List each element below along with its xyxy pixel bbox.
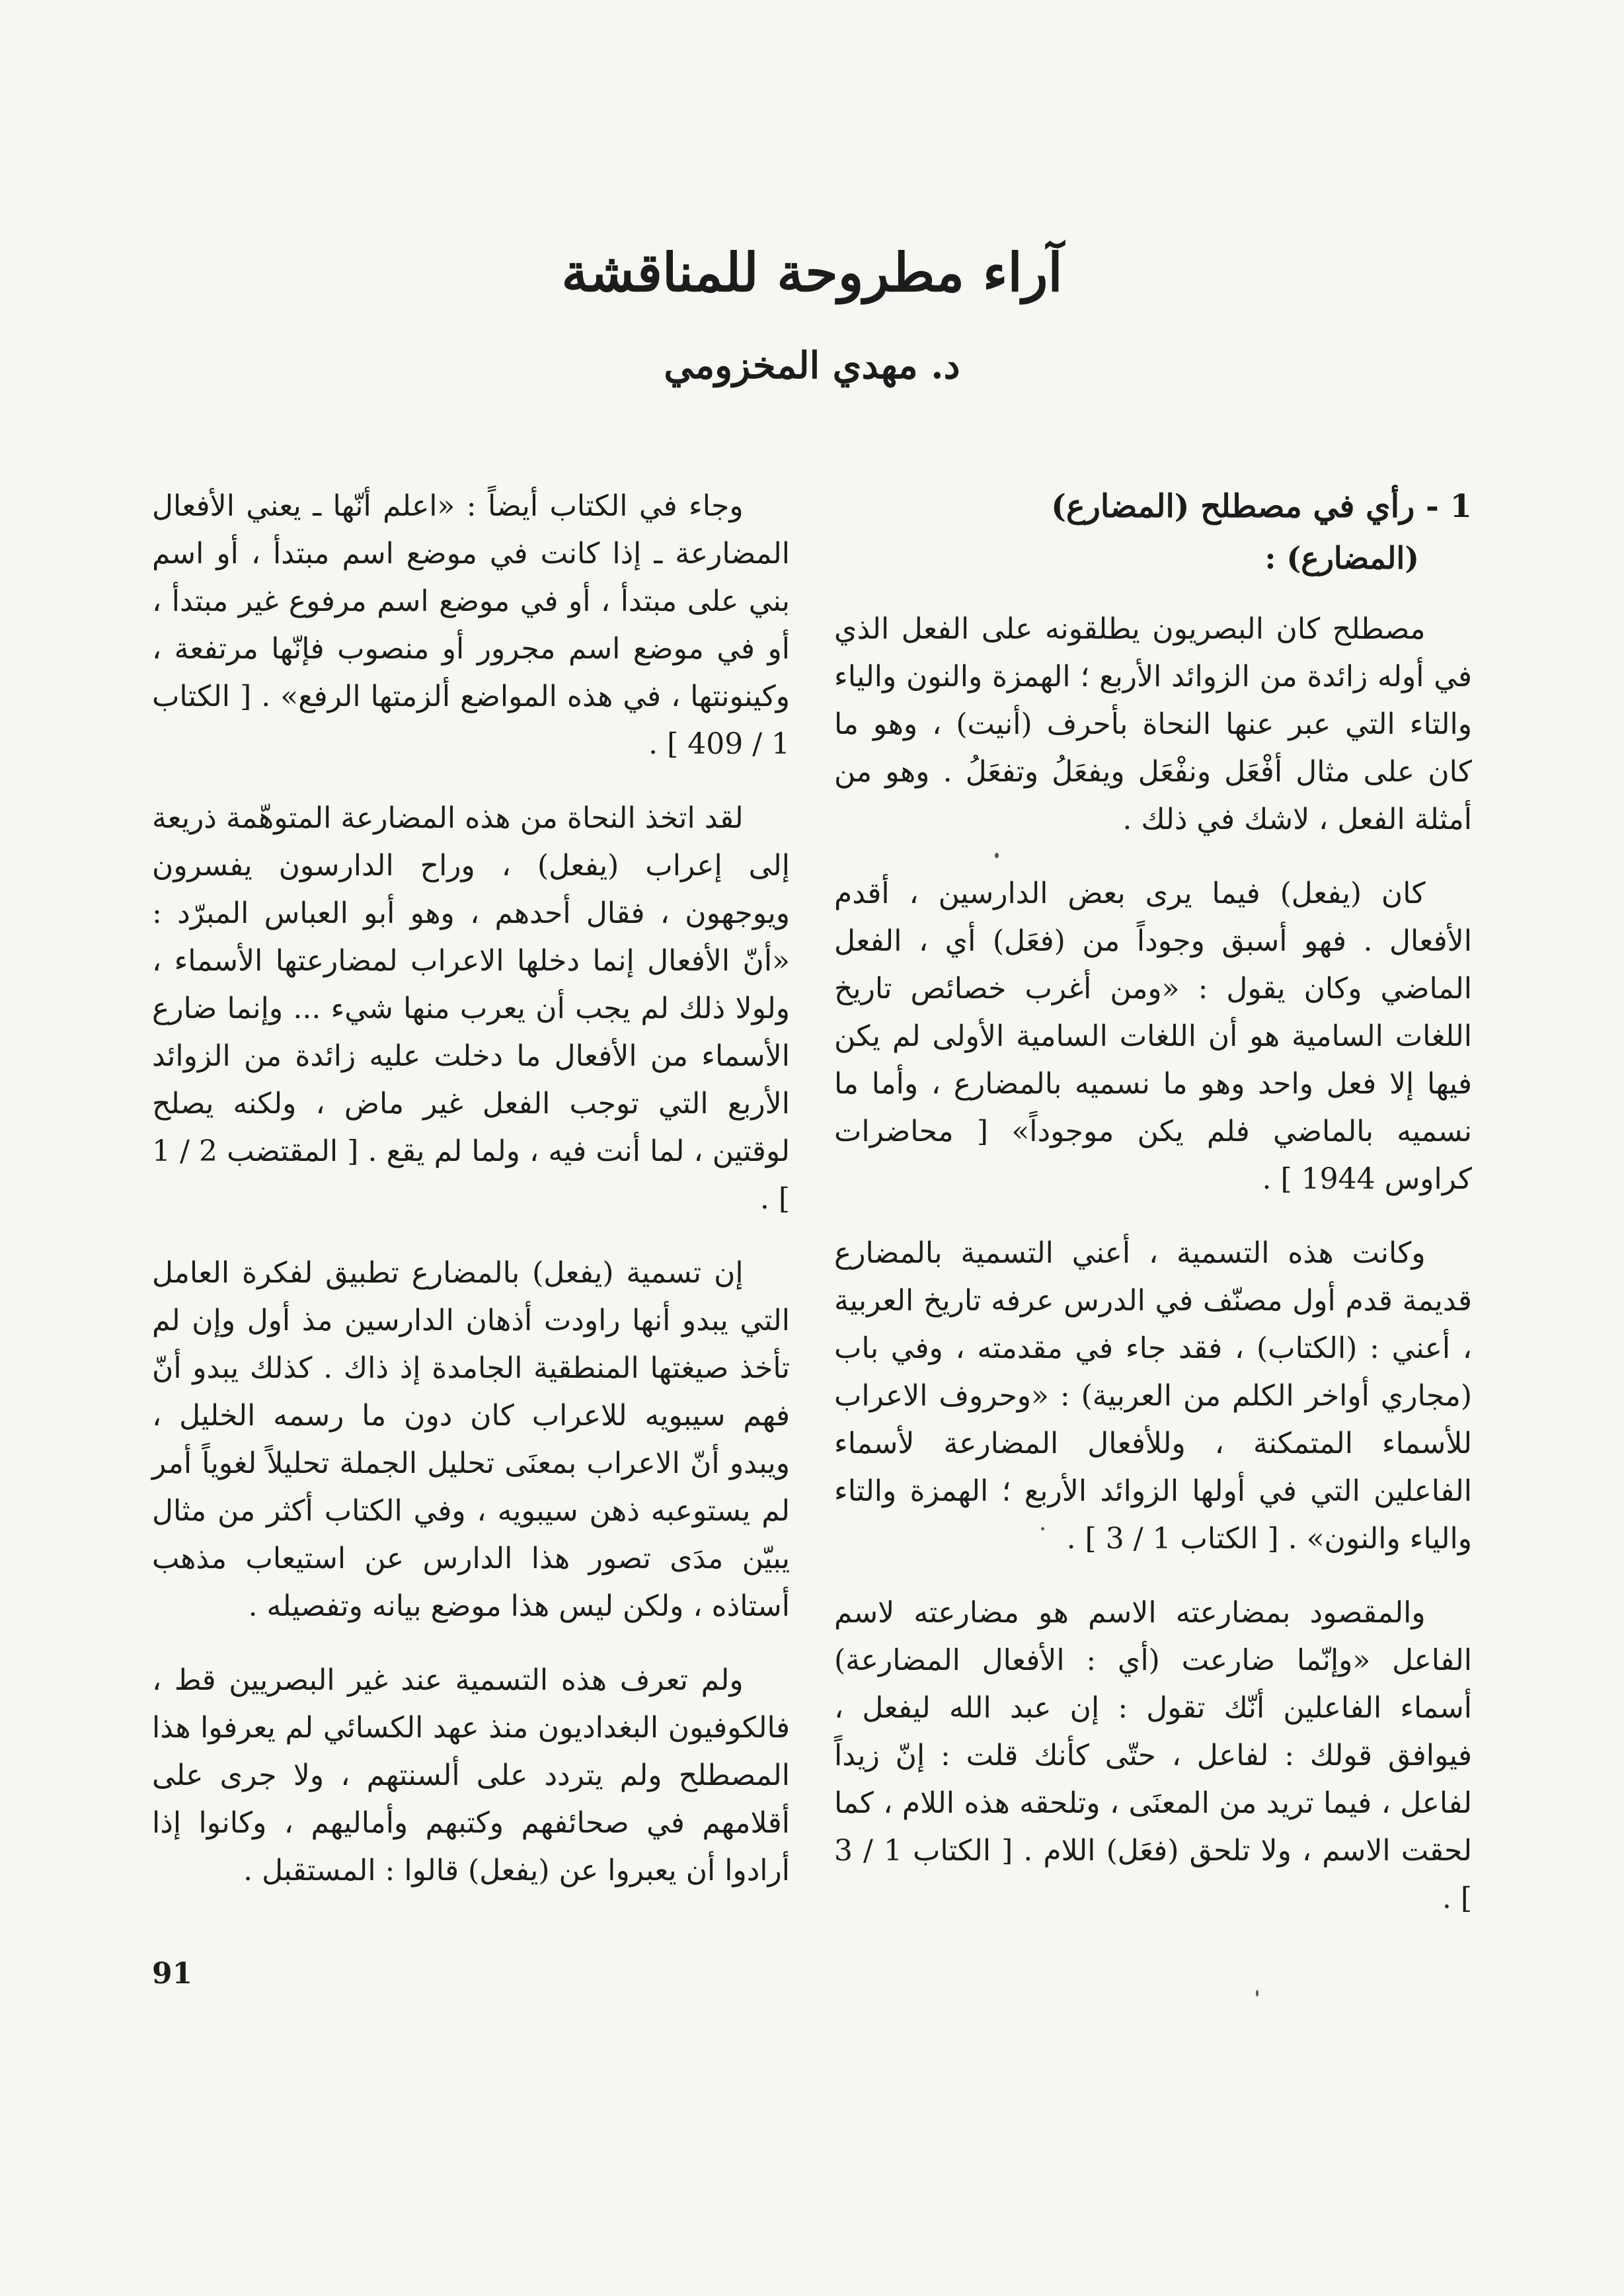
paragraph: وجاء في الكتاب أيضاً : «اعلم أنّها ـ يعني الأفعال المضارعة ـ إذا كانت في موضع اسم مبتدأ ، أو اسم بني على مبتدأ ، أو في موضع اسم مرفوع غير مبتدأ ، أو في موضع اسم مجرور أو منصوب فإنّها مرتفعة ، وكينونتها ، في هذه المواضع ألزمتها الرفع» . [ الكتاب 1 / 409 ] . <box>152 489 791 761</box>
left-column <box>152 483 790 1921</box>
section-heading: 1 - رأي في مصطلح (المضارع) <box>1051 488 1472 525</box>
section-subheading: (المضارع) : <box>1264 540 1419 576</box>
paragraph: مصطلح كان البصريون يطلقونه على الفعل الذي في أوله زائدة من الزوائد الأربع ؛ الهمزة والنون والياء والتاء التي عبر عنها النحاة بأحرف (أنيت) ، وهو ما كان على مثال أفْعَل ونفْعَل ويفعَلُ وتفعَلُ . وهو من أمثلة الفعل ، لاشك في ذلك . <box>834 612 1472 836</box>
paragraph: والمقصود بمضارعته الاسم هو مضارعته لاسم الفاعل «وإنّما ضارعت (أي : الأفعال المضارعة) أسماء الفاعلين أنّك تقول : إن عبد الله ليفعل ، فيوافق قولك : لفاعل ، حتّى كأنك قلت : إنّ زيداً لفاعل ، فيما تريد من المعنَى ، وتلحقه هذه اللام ، كما لحقت الاسم ، ولا تلحق (فعَل) اللام . [ الكتاب 1 / 3 ] . <box>834 1596 1473 1915</box>
article-author: د. مهدي المخزومي <box>664 344 960 387</box>
scan-speck <box>1256 1990 1258 1997</box>
right-column <box>834 483 1472 1949</box>
paragraph: كان (يفعل) فيما يرى بعض الدارسين ، أقدم الأفعال . فهو أسبق وجوداً من (فعَل) أي ، الفعل الماضي وكان يقول : «ومن أغرب خصائص تاريخ اللغات السامية هو أن اللغات السامية الأولى لم يكن فيها إلا فعل واحد وهو ما نسميه بالمضارع ، وأما ما نسميه بالماضي فلم يكن موجوداً» [ محاضرات كراوس 1944 ] . <box>834 877 1472 1196</box>
paragraph: وكانت هذه التسمية ، أعني التسمية بالمضارع قديمة قدم أول مصنّف في الدرس عرفه تاريخ العربية ، أعني : (الكتاب) ، فقد جاء في مقدمته ، وفي باب (مجاري أواخر الكلم من العربية) : «وحروف الاعراب للأسماء المتمكنة ، وللأفعال المضارعة لأسماء الفاعلين التي في أولها الزوائد الأربع ؛ الهمزة والتاء والياء والنون» . [ الكتاب 1 / 3 ] . <box>834 1236 1472 1556</box>
scan-speck <box>1041 1527 1044 1530</box>
scan-speck <box>995 853 999 858</box>
paragraph: ولم تعرف هذه التسمية عند غير البصريين قط ، فالكوفيون البغداديون منذ عهد الكسائي لم يعرفوا هذا المصطلح ولم يتردد على ألسنتهم ، ولا جرى على أقلامهم في صحائفهم وكتبهم وأماليهم ، وكانوا إذا أرادوا أن يعبروا عن (يفعل) قالوا : المستقبل . <box>152 1663 790 1887</box>
paragraph: لقد اتخذ النحاة من هذه المضارعة المتوهّمة ذريعة إلى إعراب (يفعل) ، وراح الدارسون يفسرون ويوجهون ، فقال أحدهم ، وهو أبو العباس المبرّد : «أنّ الأفعال إنما دخلها الاعراب لمضارعتها الأسماء ، ولولا ذلك لم يجب أن يعرب منها شيء ... وإنما ضارع الأسماء من الأفعال ما دخلت عليه زائدة من الزوائد الأربع التي توجب الفعل غير ماض ، ولكنه يصلح لوقتين ، لما أنت فيه ، ولما لم يقع . [ المقتضب 2 / 1 ] . <box>152 801 791 1216</box>
page-number: 91 <box>152 1957 193 1991</box>
paragraph: إن تسمية (يفعل) بالمضارع تطبيق لفكرة العامل التي يبدو أنها راودت أذهان الدارسين مذ أول وإن لم تأخذ صيغتها المنطقية الجامدة إذ ذاك . كذلك يبدو أنّ فهم سيبويه للاعراب كان دون ما رسمه الخليل ، ويبدو أنّ الاعراب بمعنَى تحليل الجملة تحليلاً لغوياً أمر لم يستوعبه ذهن سيبويه ، وفي الكتاب أكثر من مثال يبيّن مدَى تصور هذا الدارس عن استيعاب مذهب أستاذه ، ولكن ليس هذا موضع بيانه وتفصيله . <box>152 1256 790 1623</box>
article-title: آراء مطروحة للمناقشة <box>561 241 1063 303</box>
